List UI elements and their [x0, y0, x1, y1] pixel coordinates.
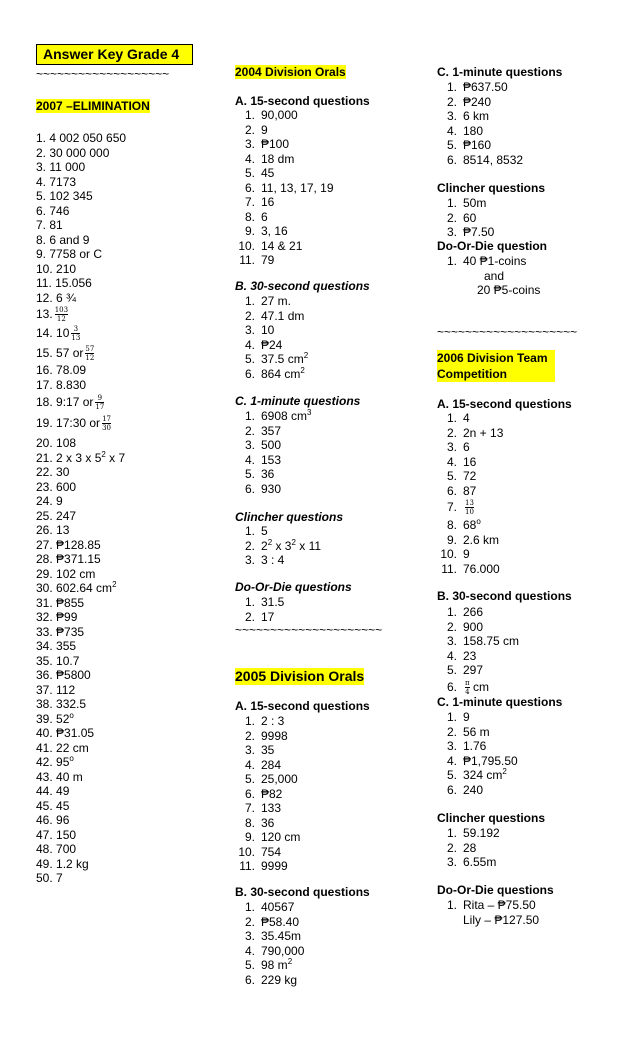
answer-item: 8. 6 and 9: [36, 232, 90, 247]
answer-item: 16: [261, 195, 275, 209]
fraction: $\frac{3}{13}$: [71, 325, 81, 343]
answer-item: 120 cm: [261, 830, 301, 844]
answer-item: ₱100: [261, 137, 290, 151]
answer-item: 35.45m: [261, 929, 302, 943]
answer-item: 10. 210: [36, 261, 77, 276]
subheading-30-second: B. 30-second questions: [235, 279, 370, 293]
answer-item: 49. 1.2 kg: [36, 856, 89, 871]
answer-item: 34. 355: [36, 639, 77, 653]
answer-item: 40 ₱1-coins: [463, 254, 527, 268]
answer-item: 6. 746: [36, 203, 70, 218]
answer-item: Lily – ₱127.50: [463, 912, 540, 927]
answer-item: 59.192: [463, 826, 500, 840]
answer-item-fraction: 13. $\frac{103}{12}$: [36, 306, 69, 324]
answer-item: ₱1,795.50: [463, 753, 518, 768]
answer-item: 98 $m^2$: [261, 957, 293, 972]
subheading-do-or-die: Do-Or-Die questions: [437, 883, 554, 897]
answer-item: 37.5 $cm^2$: [261, 351, 309, 366]
answer-item: 133: [261, 801, 282, 815]
answer-item: 90,000: [261, 108, 298, 122]
divider-tilde: ~~~~~~~~~~~~~~~~~~~~: [437, 325, 578, 339]
answer-item: 31.5: [261, 595, 285, 609]
answer-item: 900: [463, 619, 484, 634]
answer-item-fraction: 18. 9:17 or $\frac{9}{17}$: [36, 394, 105, 412]
answer-item: 8514, 8532: [463, 152, 524, 167]
answer-item: 35: [261, 743, 275, 757]
answer-item: 324 $cm^2$: [463, 767, 507, 782]
title-box: [36, 44, 193, 65]
answer-item: 297: [463, 663, 484, 677]
answer-item: 500: [261, 438, 282, 452]
subheading-15-second: A. 15-second questions: [235, 94, 370, 108]
section-2005-division-orals: 2005 Division Orals: [235, 668, 365, 684]
answer-item: 41. 22 cm: [36, 740, 89, 755]
answer-item: 72: [463, 469, 477, 483]
answer-item: 6: [261, 209, 268, 224]
fraction: $\frac{9}{17}$: [95, 394, 105, 412]
answer-item: 40567: [261, 900, 295, 914]
answer-item: 1.76: [463, 739, 487, 753]
answer-item-fraction: 15. 57 or $\frac{57}{12}$: [36, 345, 95, 363]
answer-item: 42. 95$^o$: [36, 754, 74, 769]
subheading-1-minute: C. 1-minute questions: [437, 65, 563, 79]
answer-item: 87: [463, 483, 477, 498]
answer-item: 50m: [463, 196, 487, 210]
answer-item: 3. 11 000: [36, 160, 86, 174]
answer-item: 11. 15.056: [36, 276, 92, 290]
fraction: $\frac{\pi}{4}$: [465, 678, 470, 696]
subheading-1-minute: C. 1-minute questions: [437, 695, 563, 709]
answer-item: 76.000: [463, 561, 500, 576]
answer-item: Rita – ₱75.50: [463, 898, 536, 912]
answer-item: 16. 78.09: [36, 363, 87, 377]
answer-item: 153: [261, 452, 282, 467]
answer-item: 2. 30 000 000: [36, 145, 110, 160]
answer-item: 754: [261, 844, 282, 859]
page-title: Answer Key Grade 4: [43, 46, 180, 62]
subheading-30-second: B. 30-second questions: [235, 885, 370, 899]
answer-item: 47.1 dm: [261, 308, 305, 323]
section-2007-elimination: 2007 –ELIMINATION: [36, 99, 150, 113]
answer-item: 37. 112: [36, 682, 76, 697]
answer-item: 17: [261, 609, 275, 624]
answer-item: 9. 7758 or C: [36, 247, 103, 261]
answer-item: 9: [261, 122, 268, 137]
fraction: $\frac{57}{12}$: [85, 345, 95, 363]
answer-item: 12. 6 ¾: [36, 290, 77, 305]
answer-item: ₱82: [261, 786, 283, 801]
answer-item: 4. 7173: [36, 174, 77, 189]
answer-item: 7. 81: [36, 218, 63, 232]
answer-item: 48. 700: [36, 842, 77, 856]
answer-item: 32. ₱99: [36, 610, 78, 624]
answer-item: 56 m: [463, 724, 490, 739]
answer-item: 5. 102 345: [36, 189, 93, 203]
answer-item: ₱160: [463, 138, 492, 152]
answer-item: 284: [261, 757, 282, 772]
answer-item: 22. 30: [36, 465, 70, 479]
answer-item: 6908 $cm^3$: [261, 408, 312, 423]
answer-item-fraction: 19. 17:30 or $\frac{17}{30}$: [36, 415, 111, 433]
answer-item: 60: [463, 210, 477, 225]
answer-item: 45: [261, 166, 275, 180]
answer-item: 20. 108: [36, 436, 77, 450]
fraction: $\frac{17}{30}$: [102, 415, 111, 433]
answer-item: 240: [463, 782, 484, 797]
answer-item: 10: [261, 323, 275, 337]
subheading-15-second: A. 15-second questions: [437, 397, 572, 411]
answer-item: 30. 602.64 $cm^2$: [36, 580, 117, 595]
answer-item: 3 : 4: [261, 553, 285, 567]
answer-item: ₱24: [261, 337, 283, 352]
divider-tilde: ~~~~~~~~~~~~~~~~~~~~~: [235, 623, 383, 637]
answer-item: 9: [463, 710, 470, 724]
answer-item: 27 m.: [261, 294, 292, 308]
answer-item: 20 ₱5-coins: [477, 283, 541, 297]
answer-item: 1. 4 002 050 650: [36, 131, 127, 145]
answer-item: and: [484, 268, 505, 283]
answer-item: 31. ₱855: [36, 595, 85, 610]
answer-item: 14 & 21: [261, 238, 303, 253]
answer-item: 9999: [261, 859, 288, 873]
answer-item: 930: [261, 481, 282, 496]
answer-item: 864 $cm^2$: [261, 365, 305, 381]
answer-item: 4: [463, 411, 470, 425]
answer-item: 36: [261, 815, 275, 830]
answer-item: 18 dm: [261, 151, 295, 166]
answer-item: 44. 49: [36, 784, 70, 798]
answer-item: 28: [463, 840, 477, 855]
answer-item: 6: [463, 440, 470, 454]
answer-item: 25. 247: [36, 508, 77, 523]
answer-item: ₱7.50: [463, 225, 495, 239]
answer-item: 9: [463, 547, 470, 561]
answer-item: 28. ₱371.15: [36, 552, 101, 566]
answer-item: 24. 9: [36, 494, 63, 508]
answer-item: 3, 16: [261, 224, 288, 238]
subheading-clincher: Clincher questions: [437, 181, 546, 195]
subheading-clincher: Clincher questions: [437, 811, 546, 825]
answer-item: 47. 150: [36, 827, 77, 842]
fraction: $\frac{13}{10}$: [465, 499, 474, 517]
answer-item: 6 km: [463, 109, 490, 123]
answer-item: 2n + 13: [463, 425, 504, 440]
section-2004-division-orals: 2004 Division Orals: [235, 65, 346, 79]
answer-item: 357: [261, 423, 282, 438]
answer-item: 45. 45: [36, 798, 70, 813]
answer-item: 16: [463, 454, 477, 469]
answer-item: 790,000: [261, 943, 305, 958]
answer-item: 79: [261, 253, 275, 267]
answer-item: 68$^o$: [463, 517, 481, 532]
answer-item: 11, 13, 17, 19: [261, 180, 334, 195]
answer-item: 23. 600: [36, 479, 77, 494]
subheading-15-second: A. 15-second questions: [235, 699, 370, 713]
answer-item: 158.75 cm: [463, 634, 520, 648]
answer-item: 25,000: [261, 772, 298, 786]
answer-item: 38. 332.5: [36, 697, 87, 711]
subheading-do-or-die: Do-Or-Die questions: [235, 580, 352, 594]
answer-item-fraction: 14. 10 $\frac{3}{13}$: [36, 325, 81, 343]
answer-item: 29. 102 cm: [36, 566, 96, 581]
answer-item: 26. 13: [36, 523, 70, 537]
answer-item: ₱637.50: [463, 80, 508, 94]
answer-item: 229 kg: [261, 972, 298, 987]
answer-item: 5: [261, 524, 268, 538]
answer-item: 46. 96: [36, 813, 70, 827]
answer-item: ₱240: [463, 94, 492, 109]
answer-item: $2^2$ x $3^2$ x 11: [261, 537, 322, 553]
answer-item: ₱58.40: [261, 914, 300, 929]
answer-item: 39. 52$^o$: [36, 710, 74, 726]
answer-item: 40. ₱31.05: [36, 726, 95, 740]
fraction: $\frac{103}{12}$: [54, 306, 69, 324]
answer-item: 2.6 km: [463, 532, 500, 547]
answer-item: 43. 40 m: [36, 769, 83, 784]
answer-item: 27. ₱128.85: [36, 537, 101, 552]
subheading-clincher: Clincher questions: [235, 510, 344, 524]
answer-item: 35. 10.7: [36, 653, 80, 668]
section-2006-team-competition: 2006 Division Team Competition: [437, 350, 555, 382]
answer-item: 36. ₱5800: [36, 668, 91, 682]
answer-item: 21. 2 x 3 x $5^2$ x 7: [36, 449, 126, 465]
answer-item: 180: [463, 123, 484, 138]
answer-item: 266: [463, 605, 484, 619]
answer-item: 23: [463, 648, 477, 663]
answer-item: 2 : 3: [261, 714, 285, 728]
subheading-do-or-die: Do-Or-Die question: [437, 239, 547, 253]
answer-item: 9998: [261, 728, 288, 743]
subheading-1-minute: C. 1-minute questions: [235, 394, 361, 408]
answer-item: 36: [261, 467, 275, 481]
answer-item: 33. ₱735: [36, 624, 85, 639]
subheading-30-second: B. 30-second questions: [437, 589, 572, 603]
divider-tilde: ~~~~~~~~~~~~~~~~~~~: [36, 67, 170, 81]
answer-item: 17. 8.830: [36, 377, 87, 392]
answer-item: 6.55m: [463, 855, 497, 869]
answer-item: 50. 7: [36, 871, 63, 885]
